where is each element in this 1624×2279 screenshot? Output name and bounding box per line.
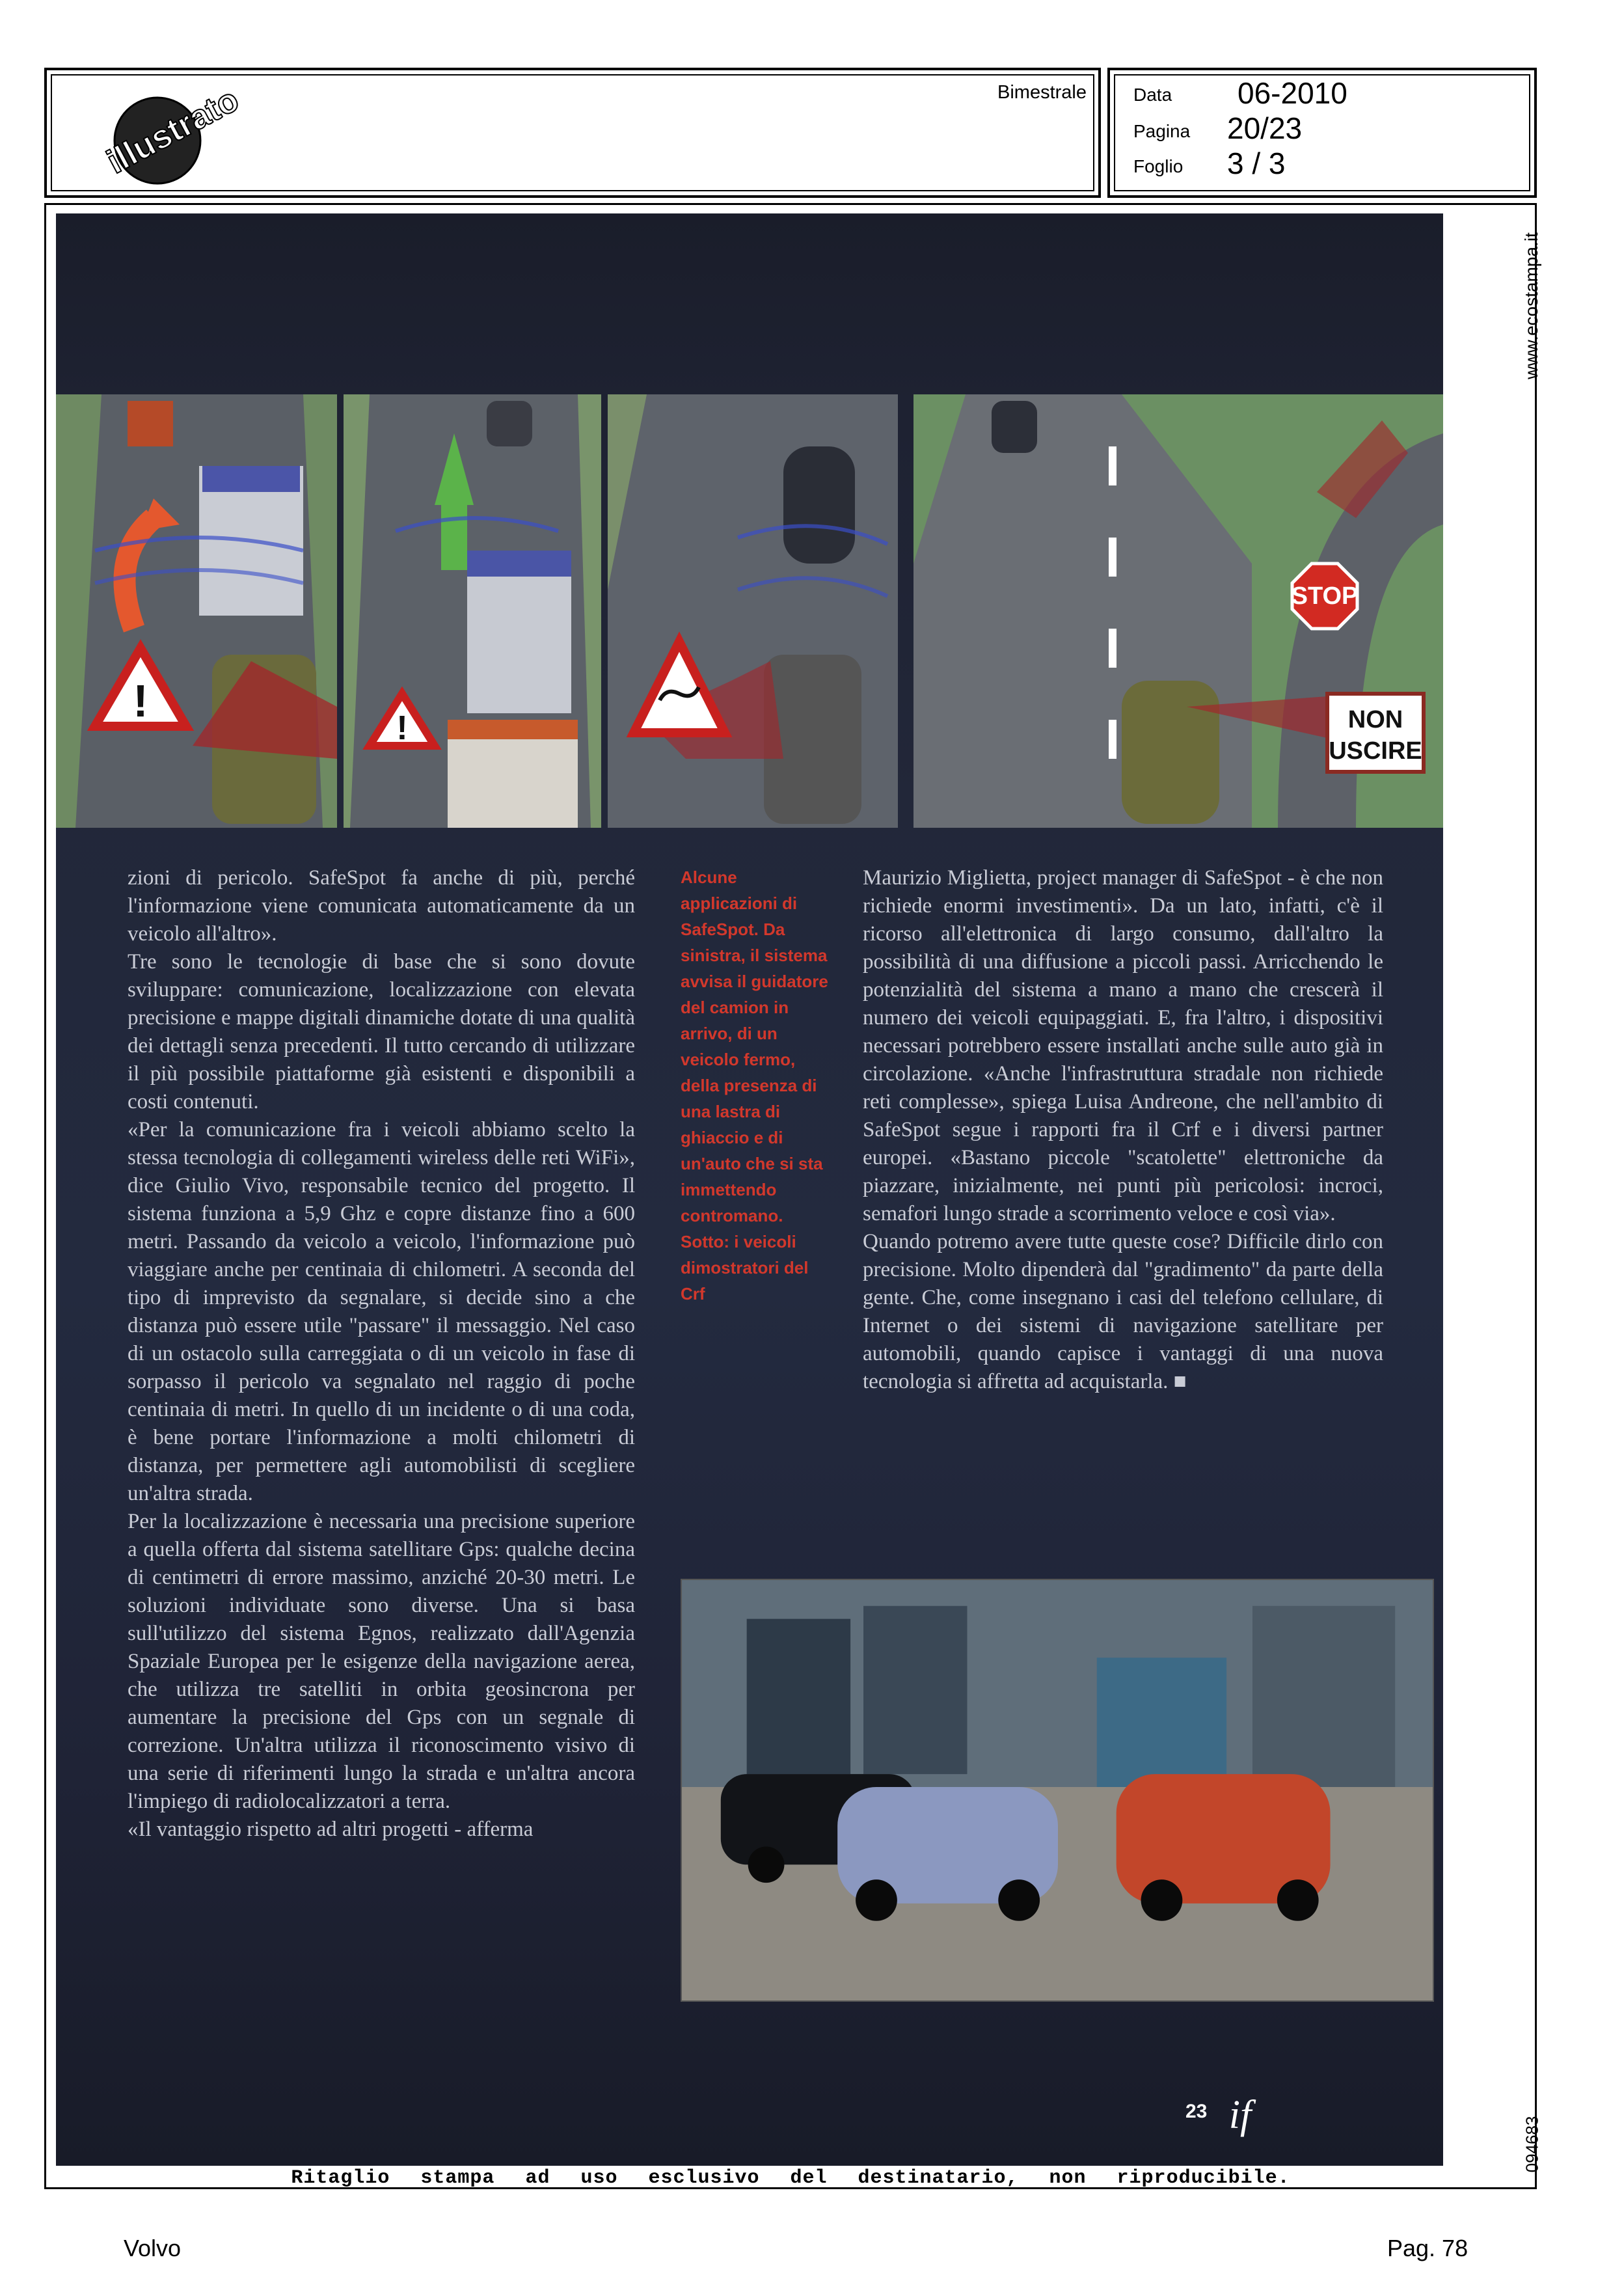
- foglio-value: 3 / 3: [1227, 146, 1286, 180]
- illustration-truck-warning: [56, 394, 337, 828]
- col1-paragraph: zioni di pericolo. SafeSpot fa anche di più, perché l'informazione viene comunicata automaticamente da un veicolo all'altro».: [128, 866, 635, 946]
- logo-text: illustrato: [101, 80, 245, 182]
- copyright-notice: Ritaglio stampa ad uso esclusivo del destinatario, non riproducibile.: [291, 2167, 1290, 2189]
- non-text: NON: [1347, 706, 1403, 733]
- svg-text:!: !: [396, 709, 408, 747]
- data-value: 06-2010: [1238, 76, 1347, 110]
- article-column-1: [128, 864, 635, 1844]
- magazine-logo: [86, 80, 245, 187]
- col1-paragraph: «Il vantaggio rispetto ad altri progetti - afferma: [128, 1818, 534, 1841]
- col1-paragraph: «Per la comunicazione fra i veicoli abbiamo scelto la stessa tecnologia di collegamenti wireless delle reti WiFi», dice Giulio Vivo, responsabile tecnico del progetto. Il sistema funziona a 5,9 Ghz e copre distanze fino a 600 metri. Passando da veicolo a veicolo, l'informazione può viaggiare anche per centinaia di chilometri. A seconda del tipo di imprevisto da segnalare, si decide sino a che distanza può essere utile "passare" il messaggio. Nel caso di un ostacolo sulla carreggiata o di un veicolo in fase di sorpasso il pericolo va segnalato nel raggio di poche centinaia di metri. In quello di un incidente o di una coda, è bene portare l'informazione a molti chilometri di distanza, per permettere agli automobilisti di scegliere un'altra strada.: [128, 1118, 635, 1505]
- header-left-box: [44, 68, 1101, 198]
- website-text: www.ecostampa.it: [1521, 232, 1541, 379]
- image-caption: Alcune applicazioni di SafeSpot. Da sinistra, il sistema avvisa il guidatore del camion in arrivo, di un veicolo fermo, della presenza di una lastra di ghiaccio e di un'auto che si sta immettendo contromano. Sotto: i veicoli dimostratori del Crf: [681, 867, 828, 1303]
- col3-paragraph: Quando potremo avere tutte queste cose? Difficile dirlo con precisione. Molto dipenderà dal "gradimento" da parte della gente. Che, come insegnano i casi del telefono cellulare, di Internet o dei sistemi di navigazione satellitare per automobili, quando capisce i vantaggi di una nuova tecnologia si affretta ad acquistarla. ■: [863, 1230, 1383, 1393]
- magazine-scan: [56, 213, 1443, 2166]
- uscire-text: USCIRE: [1329, 737, 1422, 765]
- photo-demonstrator-cars: [681, 1579, 1434, 2002]
- col1-paragraph: Per la localizzazione è necessaria una precisione superiore a quella offerta dal sistema satellitare Gps: qualche decina di centimetri di errore massimo, anziché 20-30 metri. Le soluzioni individuate sono diverse. Una si basa sull'utilizzo del sistema Egnos, realizzato dall'Agenzia Spaziale Europea per le esigenze della navigazione aerea, che utilizza tre satelliti in orbita geosincrona per aumentare la precisione del Gps con un segnale di correzione. Un'altra utilizza il riconoscimento visivo di una serie di riferimenti lungo la strada e un'altra ancora l'impiego di radiolocalizzatori a terra.: [128, 1510, 635, 1813]
- code-text: 094683: [1522, 2116, 1542, 2173]
- svg-text:if: if: [1228, 2093, 1252, 2137]
- col3-paragraph: Maurizio Miglietta, project manager di SafeSpot - è che non richiede enormi investimenti». Da un lato, infatti, c'è il ricorso all'elettronica di largo consumo, dall'altro la possibilità di una diffusione a piccoli passi. Arricchendo le potenzialità del sistema a mano a mano che crescerà il numero dei veicoli equipaggiati. E, fra l'altro, i dispositivi necessari potrebbero essere installati anche sulle auto già in circolazione. «Anche l'infrastruttura stradale non richiede reti complesse», spiega Luisa Andreone, che nell'ambito di SafeSpot segue i rapporti fra il Crf e i diversi partner europei. «Bastano piccole "scatolette" elettroniche da piazzare, inizialmente, nei punti più pericolosi: incroci, semafori lungo strade a scorrimento veloce e così via».: [863, 866, 1383, 1225]
- illustration-ice-warning: [608, 394, 898, 828]
- magazine-page-number: 23: [1185, 2101, 1208, 2122]
- pagina-value: 20/23: [1227, 111, 1303, 145]
- article-column-2: [863, 864, 1383, 1396]
- stop-sign-text: STOP: [1291, 582, 1359, 610]
- magazine-mark-icon: [1214, 2088, 1266, 2140]
- foglio-label: Foglio: [1133, 156, 1184, 176]
- illustration-stopped-vehicle: [344, 394, 601, 828]
- col1-paragraph: Tre sono le tecnologie di base che si sono dovute sviluppare: comunicazione, localizzazione con elevata precisione e mappe digitali dinamiche dotate di una qualità dei dettagli senza precedenti. Il tutto cercando di utilizzare il più possibile piattaforme già esistenti e disponibili a costi contenuti.: [128, 950, 635, 1113]
- illustration-wrong-way: [914, 394, 1443, 828]
- pagina-label: Pagina: [1133, 121, 1191, 141]
- periodicity-label: Bimestrale: [997, 82, 1087, 103]
- header-right-box: [1107, 68, 1537, 198]
- footer-page-number: Pag. 78: [1387, 2235, 1468, 2261]
- svg-text:!: !: [133, 676, 148, 726]
- data-label: Data: [1133, 85, 1172, 105]
- footer-client-name: Volvo: [124, 2235, 182, 2261]
